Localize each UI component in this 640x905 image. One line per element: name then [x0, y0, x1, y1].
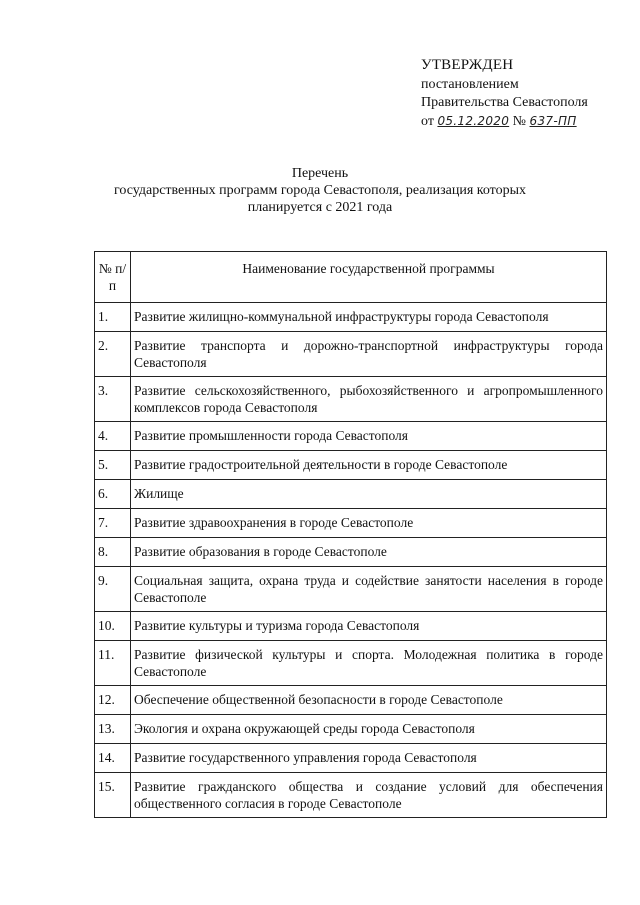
row-number: 13. — [95, 715, 131, 744]
date-prefix: от — [421, 114, 434, 129]
row-number: 3. — [95, 377, 131, 422]
table-row — [95, 509, 607, 538]
table-row — [95, 567, 607, 612]
row-number: 11. — [95, 641, 131, 686]
table-row — [95, 377, 607, 422]
row-program-name: Развитие гражданского общества и создание условий для обеспечения общественного согласия в городе Севастополе — [131, 773, 607, 818]
table-row — [95, 332, 607, 377]
row-program-name: Развитие жилищно-коммунальной инфраструктуры города Севастополя — [131, 303, 607, 332]
table-row — [95, 422, 607, 451]
table-row — [95, 715, 607, 744]
table-row — [95, 686, 607, 715]
heading-subtitle-line1: государственных программ города Севастополя, реализация которых — [113, 183, 527, 198]
row-number: 5. — [95, 451, 131, 480]
row-number: 2. — [95, 332, 131, 377]
table-header-row — [95, 252, 607, 303]
row-program-name: Развитие культуры и туризма города Севастополя — [131, 612, 607, 641]
approval-block — [421, 56, 621, 131]
row-program-name: Развитие градостроительной деятельности в городе Севастополе — [131, 451, 607, 480]
row-number: 8. — [95, 538, 131, 567]
row-number: 9. — [95, 567, 131, 612]
programs-table — [94, 251, 607, 818]
row-program-name: Развитие сельскохозяйственного, рыбохозяйственного и агропромышленного комплексов города Севастополя — [131, 377, 607, 422]
table-row — [95, 303, 607, 332]
handwritten-number: 637-ПП — [529, 114, 577, 128]
table-row — [95, 612, 607, 641]
row-number: 7. — [95, 509, 131, 538]
row-number: 4. — [95, 422, 131, 451]
row-number: 1. — [95, 303, 131, 332]
table-row — [95, 744, 607, 773]
table-row — [95, 773, 607, 818]
approval-line-government: Правительства Севастополя — [421, 95, 588, 110]
row-program-name: Развитие здравоохранения в городе Севастополе — [131, 509, 607, 538]
approval-line-resolution: постановлением — [421, 77, 519, 92]
row-program-name: Развитие образования в городе Севастополе — [131, 538, 607, 567]
table-row — [95, 451, 607, 480]
row-program-name: Развитие промышленности города Севастополя — [131, 422, 607, 451]
row-program-name: Социальная защита, охрана труда и содействие занятости населения в городе Севастополе — [131, 567, 607, 612]
row-program-name: Развитие физической культуры и спорта. Молодежная политика в городе Севастополе — [131, 641, 607, 686]
header-number: № п/п — [95, 252, 131, 303]
approval-date-line — [421, 112, 621, 131]
heading-title: Перечень — [291, 166, 349, 181]
table-row — [95, 538, 607, 567]
table-row — [95, 480, 607, 509]
document-heading — [80, 165, 560, 216]
row-number: 14. — [95, 744, 131, 773]
row-program-name: Развитие транспорта и дорожно-транспортной инфраструктуры города Севастополя — [131, 332, 607, 377]
row-program-name: Развитие государственного управления города Севастополя — [131, 744, 607, 773]
row-number: 10. — [95, 612, 131, 641]
approved-title: УТВЕРЖДЕН — [421, 57, 514, 73]
number-prefix: № — [512, 114, 527, 129]
handwritten-date: 05.12.2020 — [437, 114, 510, 128]
row-program-name: Жилище — [131, 480, 607, 509]
row-program-name: Экология и охрана окружающей среды города Севастополя — [131, 715, 607, 744]
row-number: 15. — [95, 773, 131, 818]
row-number: 6. — [95, 480, 131, 509]
table-row — [95, 641, 607, 686]
heading-subtitle-line2: планируется с 2021 года — [247, 200, 393, 215]
header-name: Наименование государственной программы — [131, 252, 607, 303]
row-program-name: Обеспечение общественной безопасности в городе Севастополе — [131, 686, 607, 715]
row-number: 12. — [95, 686, 131, 715]
